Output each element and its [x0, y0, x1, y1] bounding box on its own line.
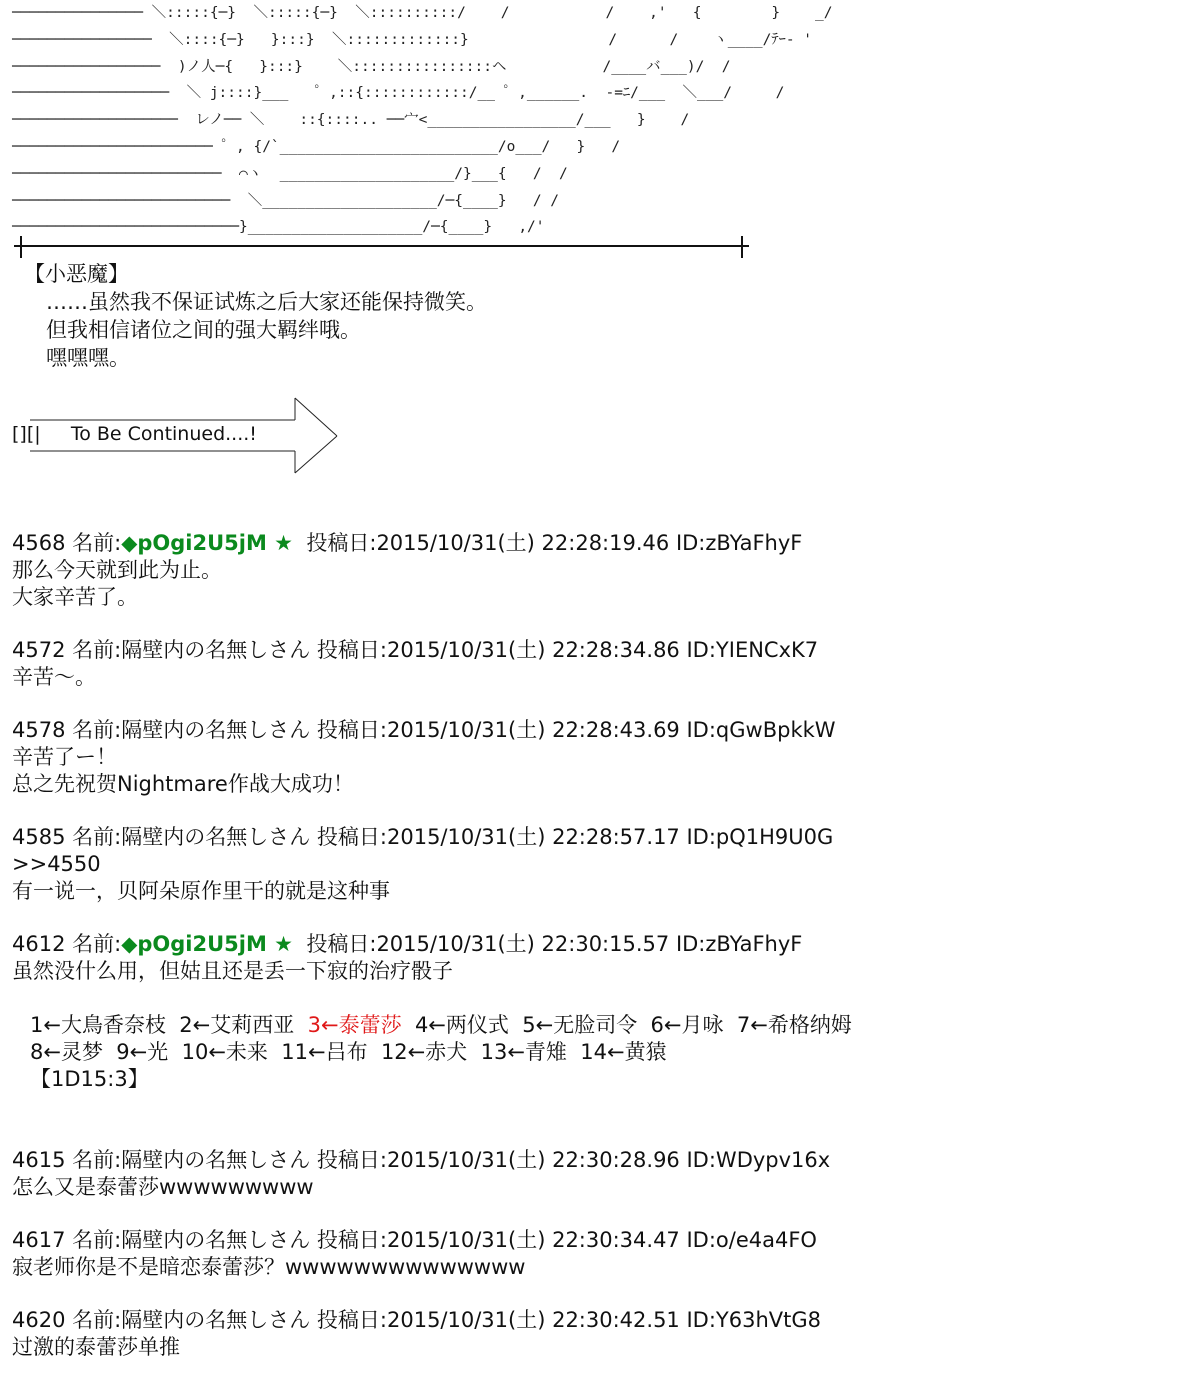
dice-options: 1←大鳥香奈枝 2←艾莉西亚: [30, 1013, 308, 1037]
ascii-art-line: ────────────────── ＼ j::::}___ ゜,::{::::::::::::/__ ゜,______. -=ﾆ/___ ＼___/ /: [12, 85, 785, 102]
post-number: 4585: [12, 825, 66, 849]
speech-line: ……虽然我不保证试炼之后大家还能保持微笑。: [46, 290, 487, 314]
ascii-art-line: ─────────────────── レノ── ＼ ::{::::.. ──宀<_________________/___ } /: [12, 112, 690, 129]
post: [12, 637, 1182, 691]
post-id: ID:zBYaFhyF: [675, 932, 803, 956]
post-date: 2015/10/31(土) 22:30:34.47: [386, 1228, 680, 1252]
post-date: 2015/10/31(土) 22:30:15.57: [376, 932, 670, 956]
post-line: 总之先祝贺Nightmare作战大成功！: [12, 772, 354, 796]
name-label: 名前:: [72, 932, 122, 956]
post-header: [12, 1147, 1182, 1174]
post-date: 2015/10/31(土) 22:28:57.17: [386, 825, 680, 849]
post-date: 2015/10/31(土) 22:28:19.46: [376, 531, 670, 555]
post: [12, 1307, 1182, 1361]
thread: [12, 530, 1182, 1387]
post-date: 2015/10/31(土) 22:28:43.69: [386, 718, 680, 742]
speech-line: 但我相信诸位之间的强大羁绊哦。: [46, 318, 361, 342]
dice-options: 4←两仪式 5←无脸司令 6←月咏 7←希格纳姆: [401, 1013, 852, 1037]
post-id: ID:WDypv16x: [686, 1148, 831, 1172]
date-label: 投稿日:: [316, 1308, 387, 1332]
poster-name: 隔壁内の名無しさん: [121, 718, 311, 742]
dice-table: [12, 1012, 1182, 1093]
poster-name: 隔壁内の名無しさん: [121, 638, 311, 662]
post-line: 辛苦了ー！: [12, 745, 117, 769]
to-be-continued-text: [][| To Be Continued....!: [12, 423, 257, 445]
divider-bar: [14, 245, 749, 247]
post-number: 4620: [12, 1308, 66, 1332]
post-header: [12, 824, 1182, 851]
divider-tick-right: [741, 236, 743, 258]
post-id: ID:zBYaFhyF: [675, 531, 803, 555]
reply-anchor-link[interactable]: >>4550: [12, 852, 101, 876]
post-header: [12, 1227, 1182, 1254]
ascii-art-line: ──────────────────────── ⌒ヽ ____________________/}___{ / /: [12, 165, 568, 182]
ascii-art-line: ──────────────── ＼::::{─} }:::} ＼:::::::::::::} / / ヽ____/ﾃｰ‐ ': [12, 31, 813, 48]
post-number: 4612: [12, 932, 66, 956]
speaker-label: 【小恶魔】: [24, 262, 129, 286]
post-id: ID:YIENCxK7: [686, 638, 819, 662]
dice-selected-option: 3←泰蕾莎: [307, 1013, 402, 1037]
post: [12, 1147, 1182, 1201]
post-date: 2015/10/31(土) 22:30:42.51: [386, 1308, 680, 1332]
date-label: 投稿日:: [316, 825, 387, 849]
to-be-continued-arrow: [12, 396, 352, 476]
dice-result: 【1D15:3】: [30, 1067, 149, 1091]
speech-line: 嘿嘿嘿。: [46, 346, 130, 370]
post-header: [12, 717, 1182, 744]
poster-name: 隔壁内の名無しさん: [121, 825, 311, 849]
name-label: 名前:: [72, 531, 122, 555]
post-id: ID:Y63hVtG8: [686, 1308, 822, 1332]
poster-name: 隔壁内の名無しさん: [121, 1228, 311, 1252]
poster-name: ◆pOgi2U5jM ★: [121, 531, 293, 555]
divider-tick-left: [20, 236, 22, 258]
post-line: 大家辛苦了。: [12, 585, 138, 609]
name-label: 名前:: [72, 718, 122, 742]
post-number: 4615: [12, 1148, 66, 1172]
date-label: 投稿日:: [306, 932, 377, 956]
post-number: 4568: [12, 531, 66, 555]
name-label: 名前:: [72, 1148, 122, 1172]
post: [12, 931, 1182, 1093]
post-header: [12, 530, 1182, 557]
name-label: 名前:: [72, 1308, 122, 1332]
post-header: [12, 931, 1182, 958]
date-label: 投稿日:: [316, 718, 387, 742]
ascii-art-line: ───────────────── )ノ人─{ }:::} ＼::::::::::::::::ヘ /____バ___)/ /: [12, 58, 731, 75]
post-line: 那么今天就到此为止。: [12, 558, 222, 582]
ascii-art: [12, 0, 832, 241]
ascii-art-line: ───────────────────────── ＼____________________/─{____} / /: [12, 192, 560, 209]
post-id: ID:qGwBpkkW: [686, 718, 836, 742]
post: [12, 530, 1182, 611]
post-header: [12, 637, 1182, 664]
poster-name: ◆pOgi2U5jM ★: [121, 932, 293, 956]
post: [12, 1227, 1182, 1281]
date-label: 投稿日:: [306, 531, 377, 555]
post-line: 虽然没什么用，但姑且还是丢一下寂的治疗骰子: [12, 959, 453, 983]
ascii-art-line: ──────────────────────────}____________________/─{____} ,/': [12, 219, 545, 236]
post-id: ID:pQ1H9U0G: [686, 825, 834, 849]
ascii-art-line: ─────────────────────── ゜, {/`_________________________/o___/ } /: [12, 138, 621, 155]
post-line: 有一说一，贝阿朵原作里干的就是这种事: [12, 879, 390, 903]
name-label: 名前:: [72, 638, 122, 662]
speech-block: [24, 260, 487, 372]
poster-name: 隔壁内の名無しさん: [121, 1148, 311, 1172]
post-id: ID:o/e4a4FO: [686, 1228, 817, 1252]
post-line: 怎么又是泰蕾莎wwwwwwwww: [12, 1175, 314, 1199]
post-date: 2015/10/31(土) 22:30:28.96: [386, 1148, 680, 1172]
post-line: 辛苦～。: [12, 665, 96, 689]
name-label: 名前:: [72, 1228, 122, 1252]
name-label: 名前:: [72, 825, 122, 849]
post-number: 4617: [12, 1228, 66, 1252]
post-number: 4572: [12, 638, 66, 662]
post-date: 2015/10/31(土) 22:28:34.86: [386, 638, 680, 662]
post-line: 寂老师你是不是暗恋泰蕾莎？wwwwwwwwwwwwww: [12, 1255, 526, 1279]
poster-name: 隔壁内の名無しさん: [121, 1308, 311, 1332]
post-line: 过激的泰蕾莎单推: [12, 1335, 180, 1359]
dice-row: [12, 1012, 1182, 1039]
post-header: [12, 1307, 1182, 1334]
dice-row: 8←灵梦 9←光 10←未来 11←吕布 12←赤犬 13←青雉 14←黄猿: [30, 1040, 667, 1064]
ascii-art-line: ─────────────── ＼:::::{─} ＼:::::{─} ＼::::::::::/ / / ,' { } _/: [12, 5, 833, 21]
post: [12, 717, 1182, 798]
date-label: 投稿日:: [316, 638, 387, 662]
post: [12, 824, 1182, 905]
date-label: 投稿日:: [316, 1148, 387, 1172]
post-number: 4578: [12, 718, 66, 742]
date-label: 投稿日:: [316, 1228, 387, 1252]
